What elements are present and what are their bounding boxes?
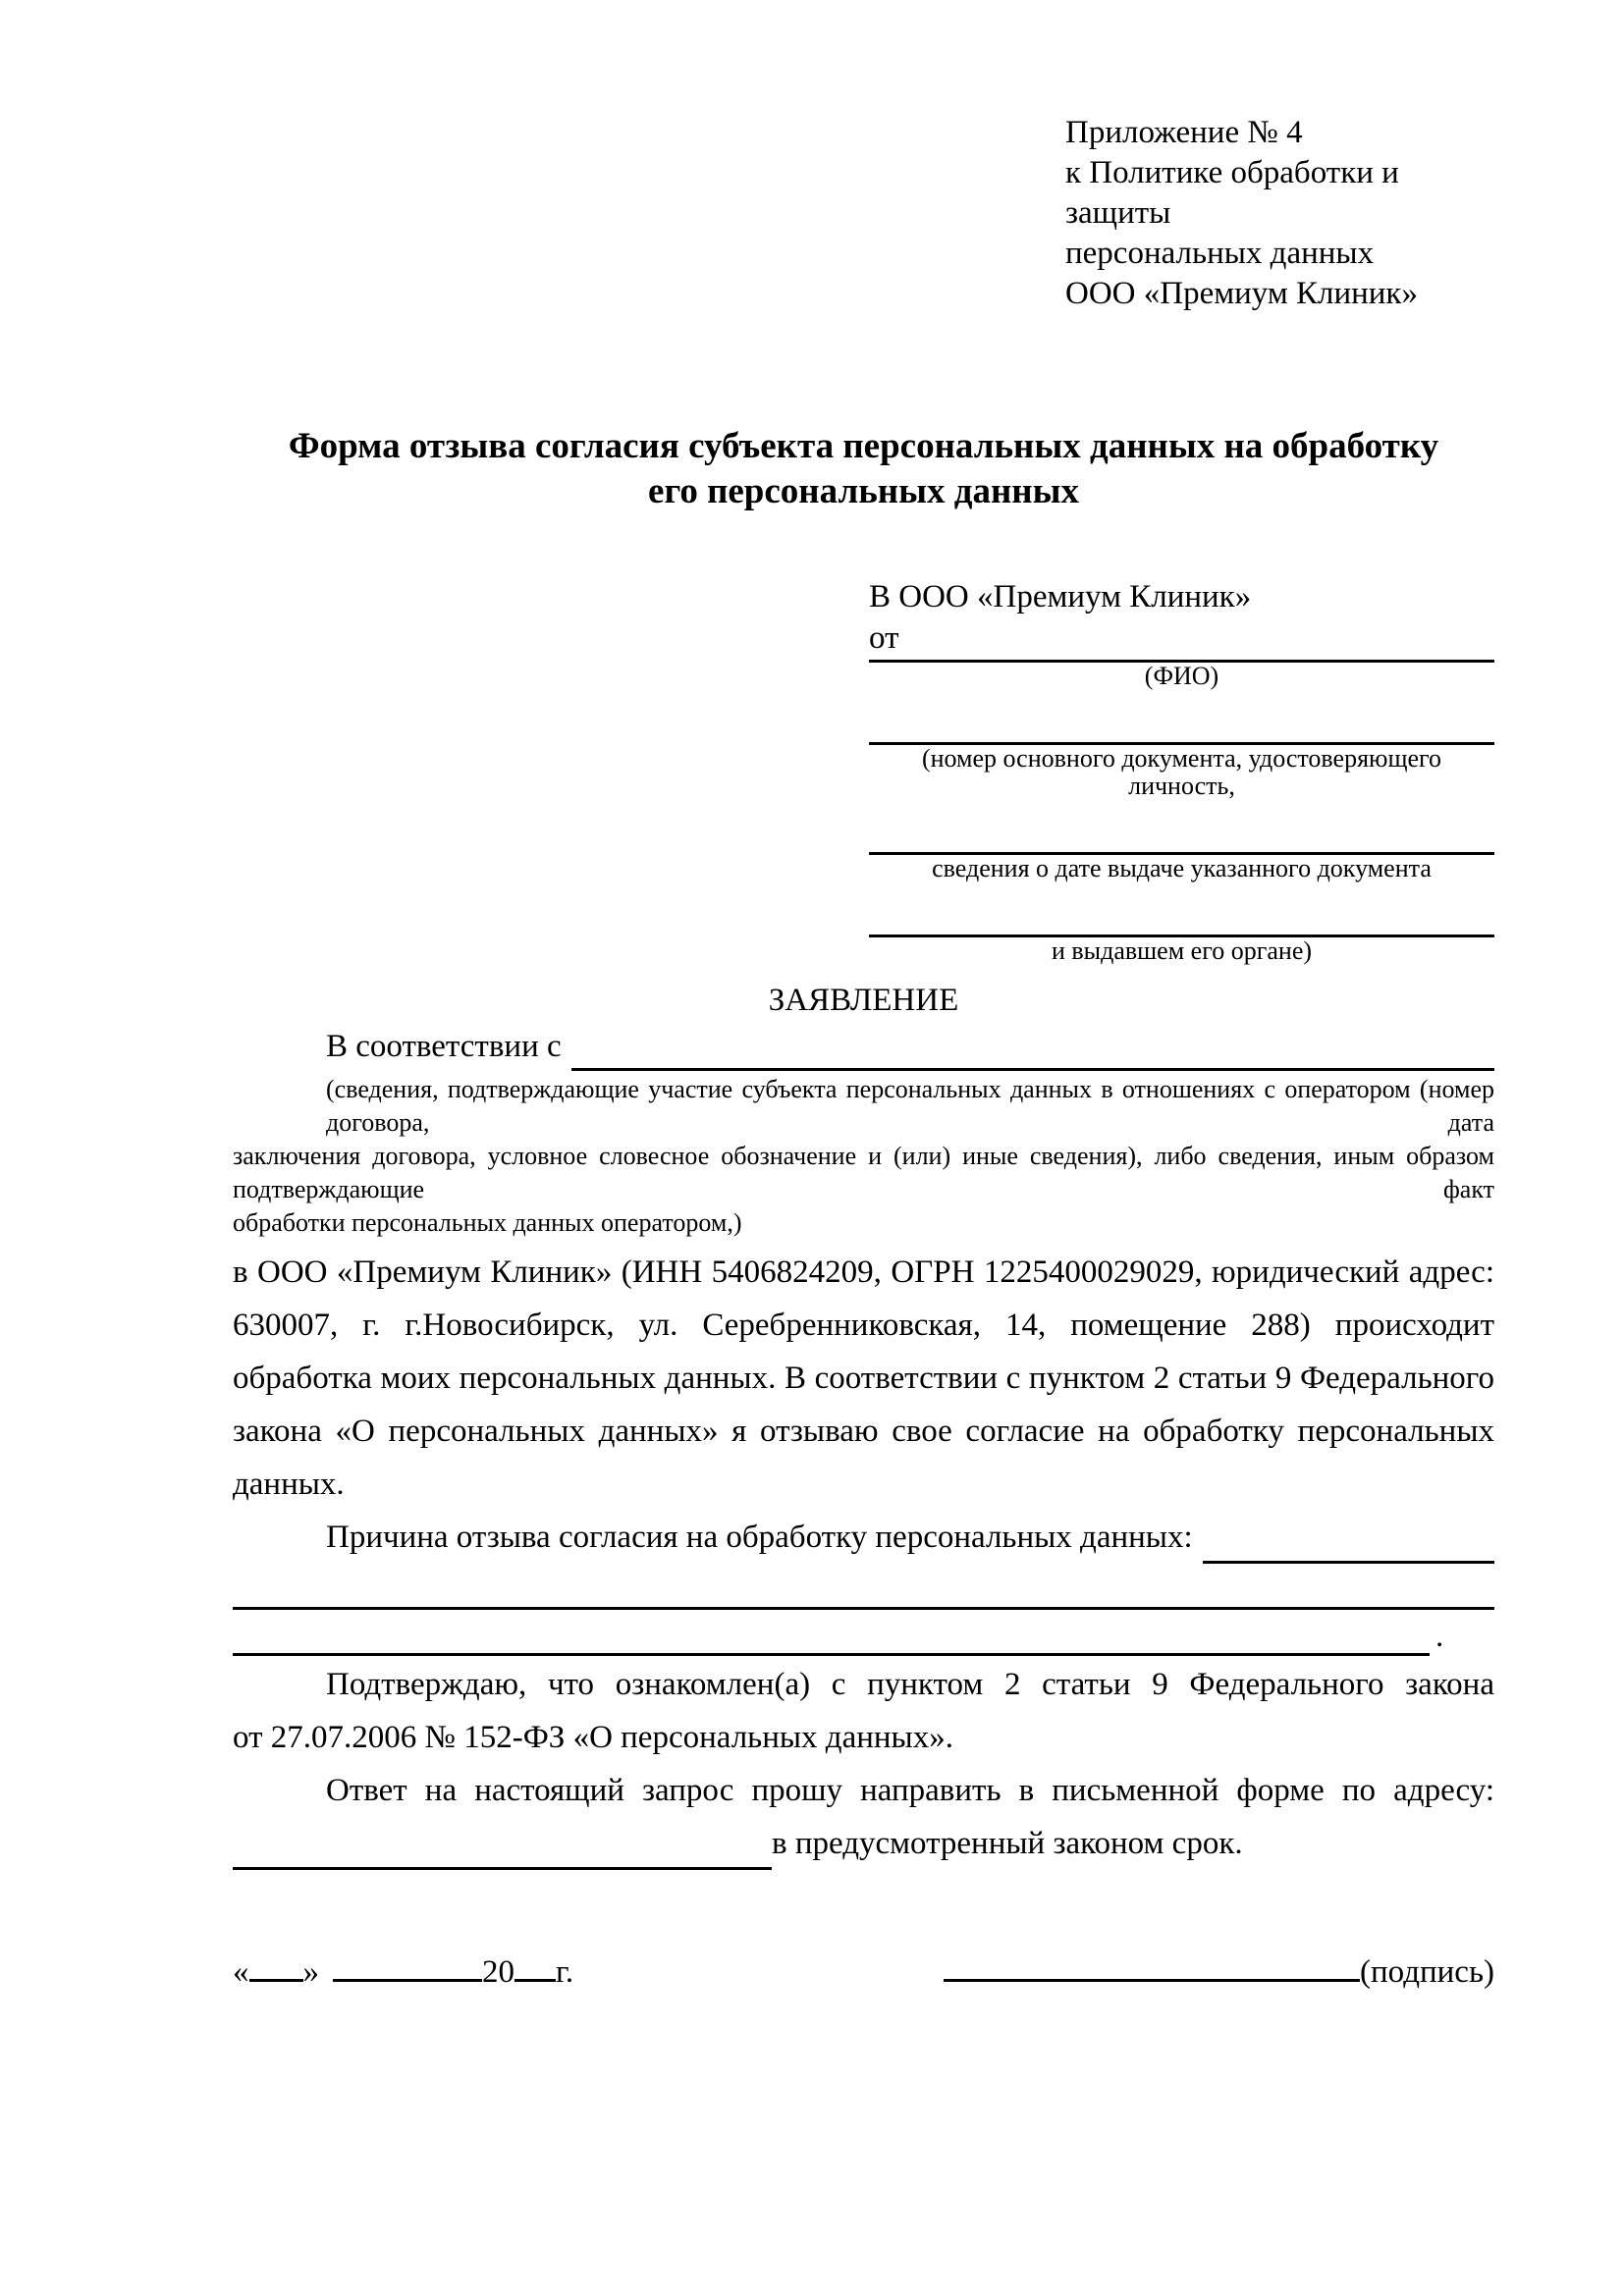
- date-group: [233, 1947, 573, 1996]
- date-day-input-line[interactable]: [249, 1947, 303, 1982]
- doc-input-line-3[interactable]: [869, 901, 1494, 937]
- footnote-line: заключения договора, условное словесное обозначение и (или) иные сведения), либо сведения, иным образом подтверждающие факт: [233, 1142, 1494, 1203]
- reason-input-line[interactable]: [1203, 1522, 1494, 1564]
- form-title-line-2: его персональных данных: [648, 471, 1079, 511]
- statement-heading: ЗАЯВЛЕНИЕ: [768, 983, 959, 1018]
- body-line: закона «О персональных данных» я отзываю свое согласие на обработку персональных: [233, 1414, 1494, 1449]
- reason-extra-line-2-row: [233, 1610, 1494, 1656]
- footnote-line: (сведения, подтверждающие участие субъекта персональных данных в отношениях с оператором (номер договора, дата: [326, 1075, 1494, 1137]
- response-line-2: [233, 1817, 1494, 1870]
- appendix-line: ООО «Премиум Клиник»: [1065, 276, 1418, 311]
- date-year-suffix: г.: [556, 1954, 574, 1990]
- reason-line: [233, 1511, 1494, 1564]
- confirm-paragraph: [233, 1658, 1494, 1764]
- body-line: обработка моих персональных данных. В соответствии с пунктом 2 статьи 9 Федерального: [233, 1361, 1494, 1396]
- date-year-prefix: 20: [482, 1954, 514, 1990]
- intro-line: [233, 1022, 1494, 1071]
- doc-input-line-2[interactable]: [869, 819, 1494, 855]
- body-line: 630007, г. г.Новосибирск, ул. Серебренниковская, 14, помещение 288) происходит: [233, 1308, 1494, 1343]
- form-title-line-1: Форма отзыва согласия субъекта персональных данных на обработку: [288, 426, 1439, 466]
- addressee-block: [869, 573, 1494, 965]
- doc-caption-3: и выдавшем его органе): [1051, 936, 1313, 965]
- body-line: в ООО «Премиум Клиник» (ИНН 5406824209, ОГРН 1225400029029, юридический адрес:: [233, 1255, 1494, 1290]
- signature-row: [233, 1947, 1494, 1996]
- intro-input-line[interactable]: [571, 1029, 1494, 1071]
- signature-input-line[interactable]: [944, 1947, 1360, 1982]
- signature-caption: (подпись): [1360, 1954, 1494, 1990]
- date-month-input-line[interactable]: [333, 1947, 482, 1982]
- fio-caption: (ФИО): [1144, 662, 1219, 690]
- date-quote-close: »: [302, 1954, 319, 1990]
- response-paragraph: [233, 1764, 1494, 1870]
- appendix-line: Приложение № 4: [1065, 115, 1303, 150]
- reason-extra-line-2[interactable]: [233, 1610, 1430, 1656]
- footnote-line: обработки персональных данных оператором,): [233, 1208, 742, 1237]
- signature-group: [944, 1947, 1494, 1996]
- body-line: данных.: [233, 1467, 345, 1502]
- doc-input-line-1[interactable]: [869, 709, 1494, 745]
- addressee-from-label: от: [869, 620, 899, 656]
- response-tail: в предусмотренный законом срок.: [772, 1826, 1243, 1861]
- footnote: [233, 1073, 1494, 1240]
- appendix-note: [1065, 113, 1494, 314]
- appendix-line: к Политике обработки и защиты: [1065, 155, 1399, 231]
- date-quote-open: «: [233, 1954, 249, 1990]
- confirm-line: от 27.07.2006 № 152-ФЗ «О персональных данных».: [233, 1720, 953, 1755]
- body-paragraph: [233, 1246, 1494, 1564]
- response-line-1: Ответ на настоящий запрос прошу направить в письменной форме по адресу:: [326, 1773, 1494, 1808]
- form-title: [233, 424, 1494, 514]
- reason-label: Причина отзыва согласия на обработку персональных данных:: [326, 1520, 1193, 1555]
- reason-extra-line-1[interactable]: [233, 1564, 1494, 1610]
- confirm-line: Подтверждаю, что ознакомлен(а) с пунктом 2 статьи 9 Федерального закона: [326, 1667, 1494, 1702]
- appendix-line: персональных данных: [1065, 236, 1375, 271]
- doc-caption-1: (номер основного документа, удостоверяющего личность,: [921, 744, 1442, 800]
- doc-caption-2: сведения о дате выдаче указанного документа: [932, 854, 1432, 882]
- date-year-input-line[interactable]: [514, 1947, 556, 1982]
- intro-prefix: В соответствии с: [326, 1029, 562, 1064]
- addressee-to: В ООО «Премиум Клиник»: [869, 579, 1252, 614]
- reason-period: .: [1435, 1619, 1444, 1654]
- response-address-input-line[interactable]: [233, 1824, 772, 1870]
